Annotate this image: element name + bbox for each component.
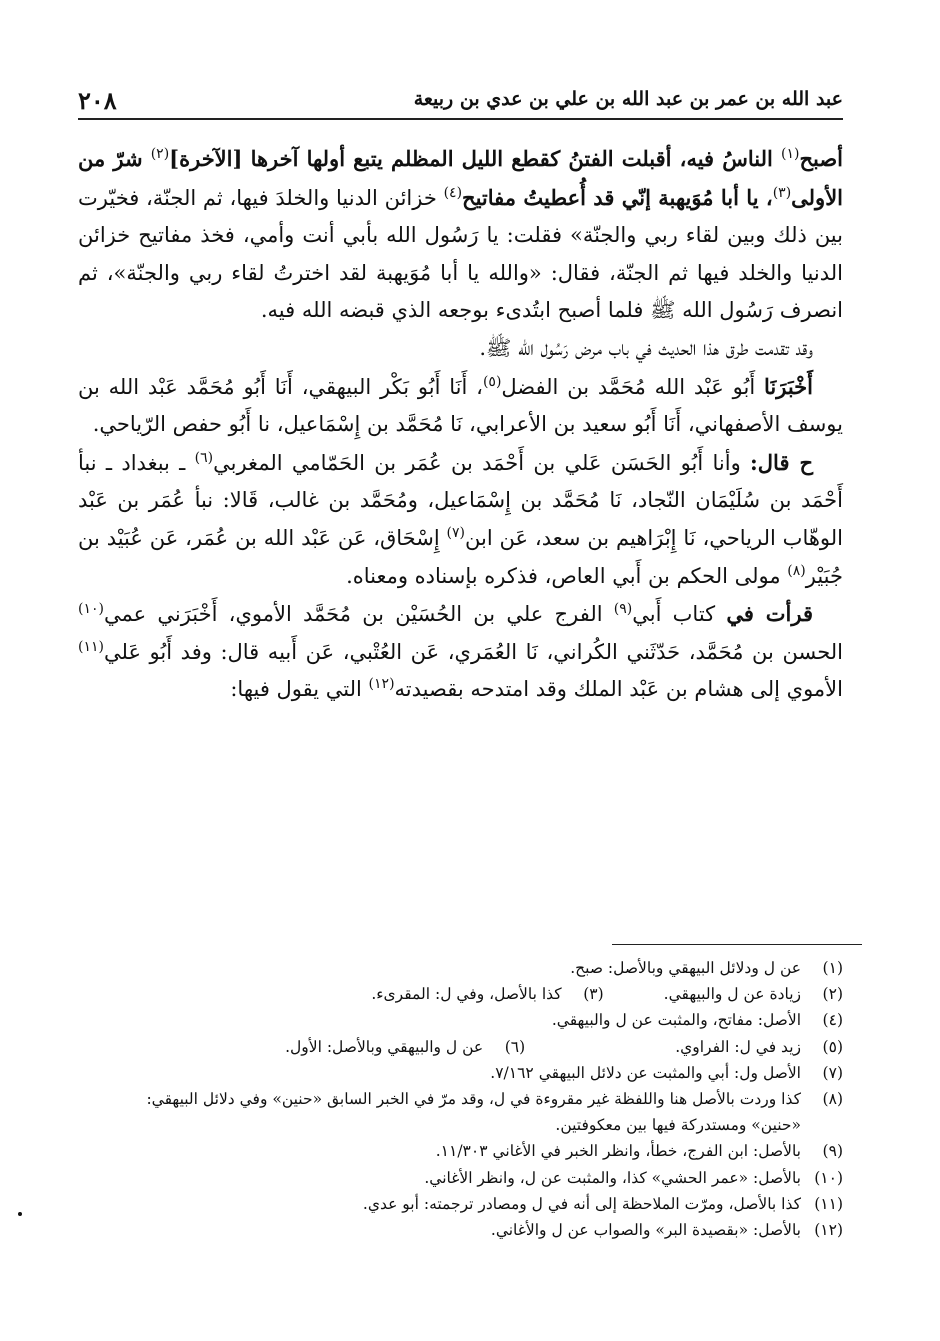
lead-word: أَخْبَرَنَا bbox=[764, 373, 813, 399]
text-run: ، يا أبا مُوَيهبة إنّي قد أُعطيتُ مفاتيح bbox=[462, 184, 773, 210]
footnote-number: (١٢) bbox=[814, 1221, 843, 1240]
text-run: الناسُ فيه، أقبلت الفتنُ كقطع الليل المظلم يتبع أولها آخرها [الآخرة] bbox=[169, 146, 781, 171]
footnotes bbox=[78, 955, 843, 1243]
footnote-text: كذا بالأصل، وفي ل: المقرىء. bbox=[371, 985, 562, 1004]
text-run: الفرج علي بن الحُسَيْن بن مُحَمَّد الأموي، أَخْبَرَني عمي bbox=[103, 602, 614, 627]
text-run: وأنا أَبُو الحَسَن عَلي بن أَحْمَد بن عُمَر بن الحَمّامي المغربي bbox=[213, 450, 751, 475]
footnote-text: عن ل ودلائل البيهقي وبالأصل: صبح. bbox=[570, 959, 801, 977]
footnote-ref: (١١) bbox=[78, 638, 104, 655]
footnote-ref: (٧) bbox=[446, 524, 466, 541]
lead-word: ح قال: bbox=[750, 449, 813, 475]
footnote-text: عن ل والبيهقي وبالأصل: الأول. bbox=[285, 1037, 484, 1056]
text-run: مولى الحكم بن أَبي العاص، فذكره بإسناده ومعناه. bbox=[346, 563, 788, 588]
footnote-6 bbox=[285, 1034, 525, 1060]
text-run: ، أَنَا أَبُو بَكْر البيهقي، أَنَا أَبُو مُحَمَّد عَبْد الله بن يوسف الأصفهاني، أَنَا أَبُو سعيد بن الأعرابي، نَا مُحَمَّد بن إِسْمَاعيل، نا أَبُو حفص الرّياحي. bbox=[78, 374, 843, 437]
footnote-number: (١٠) bbox=[814, 1168, 843, 1187]
footnote-2 bbox=[664, 981, 843, 1007]
footnote-3 bbox=[371, 981, 603, 1007]
lead-word: أصبح bbox=[799, 146, 843, 171]
paragraph-1 bbox=[78, 140, 843, 330]
footnote-number: (٢) bbox=[822, 985, 843, 1004]
footnote-number: (٧) bbox=[822, 1063, 843, 1082]
footnote-row-2-3 bbox=[78, 981, 843, 1007]
text-run: كتاب أَبي bbox=[632, 602, 727, 627]
footnote-ref: (٢) bbox=[150, 146, 170, 162]
page-number: ٢٠٨ bbox=[78, 86, 117, 115]
footnote-ref: (٤) bbox=[443, 184, 463, 201]
text-run: ـ ببغداد ـ نبأ أَحْمَد بن سُلَيْمَان النّجاد، نَا مُحَمَّد بن إِسْمَاعيل، ومُحَمَّد بن غالب، قَالا: نبأ عُمَر بن عَبْد الوهّاب الرياحي، نَا إِبْرَاهيم بن سعد، عَن ابن bbox=[78, 450, 843, 550]
footnote-ref: (١٠) bbox=[78, 601, 104, 618]
footnote-4 bbox=[78, 1007, 843, 1033]
text-run: التي يقول فيها: bbox=[230, 677, 369, 702]
footnote-number: (٤) bbox=[822, 1011, 843, 1030]
footnote-number: (٥) bbox=[822, 1037, 843, 1056]
footnote-separator bbox=[612, 944, 862, 945]
main-text bbox=[78, 140, 843, 709]
footnote-7 bbox=[78, 1060, 843, 1086]
footnote-ref: (٥) bbox=[482, 373, 502, 390]
footnote-text: كذا بالأصل، ومرّت الملاحظة إلى أنه في ل ومصادر ترجمته: أبو عدي. bbox=[362, 1194, 801, 1213]
footnote-number: (٩) bbox=[822, 1142, 843, 1161]
footnote-ref: (٦) bbox=[194, 449, 214, 466]
footnote-text: بالأصل: «عمر الحشي» كذا، والمثبت عن ل، وانظر الأغاني. bbox=[424, 1168, 801, 1187]
footnote-ref: (١) bbox=[780, 146, 800, 162]
footnote-5 bbox=[675, 1034, 843, 1060]
paragraph-5 bbox=[78, 595, 843, 709]
footnote-text: بالأصل: «بقصيدة البر» والصواب عن ل والأغاني. bbox=[490, 1221, 801, 1240]
footnote-text: بالأصل: ابن الفرج، خطأ، وانظر الخبر في الأغاني ١١/٣٠٣. bbox=[435, 1142, 801, 1161]
footnote-1 bbox=[78, 955, 843, 981]
text-run: الأموي إلى هشام بن عَبْد الملك وقد امتدحه بقصيدته bbox=[394, 677, 843, 702]
paragraph-2: وقد تقدمت طرق هذا الحديث في باب مرض رَسُول الله ﷺ. bbox=[479, 335, 813, 360]
footnote-number: (١) bbox=[822, 959, 843, 977]
footnote-number: (٣) bbox=[583, 985, 604, 1004]
footnote-ref: (٩) bbox=[613, 601, 633, 618]
running-head: عبد الله بن عمر بن عبد الله بن علي بن عدي بن ربيعة bbox=[413, 88, 843, 110]
footnote-ref: (٣) bbox=[772, 184, 792, 201]
footnote-8 bbox=[78, 1086, 843, 1112]
footnote-text: الأصل ول: أبي والمثبت عن دلائل البيهقي ٧/١٦٢. bbox=[490, 1063, 801, 1082]
footnote-8-continuation: «حنين» ومستدركة فيها بين معكوفتين. bbox=[555, 1116, 801, 1135]
footnote-ref: (١٢) bbox=[368, 676, 395, 693]
footnote-text: زيادة عن ل والبيهقي. bbox=[663, 985, 801, 1004]
text-run: خزائن الدنيا والخلدَ فيها، ثم الجنّة، فخيّرت بين ذلك وبين لقاء ربي والجنّة» فقلت: يا رَسُول الله بأبي أنت وأمي، فخذ مفاتيح خزائن الدنيا والخلد فيها ثم الجنّة، فقال: «والله يا أبا مُوَيهبة لقد اخترتُ لقاء ربي والجنّة»، ثم انصرف رَسُول الله ﷺ فلما أصبح ابتُدىء بوجعه الذي قبضه الله فيه. bbox=[78, 185, 843, 323]
footnote-ref: (٨) bbox=[787, 562, 806, 579]
footnote-12 bbox=[78, 1217, 843, 1243]
footnote-10 bbox=[78, 1165, 843, 1191]
footnote-text: كذا وردت بالأصل هنا واللفظة غير مقروءة في ل، وقد مرّ في الخبر السابق «حنين» وفي دلائل البيهقي: bbox=[146, 1090, 801, 1109]
text-run: شرّ من الأولى bbox=[78, 146, 844, 210]
footnote-number: (١١) bbox=[814, 1194, 843, 1213]
scan-speck bbox=[18, 1212, 22, 1216]
footnote-text: الأصل: مفاتح، والمثبت عن ل والبيهقي. bbox=[551, 1011, 801, 1030]
text-run: إِسْحَاق، عَن عَبْد الله بن عُمَر، عَن عُبَيْد بن جُبَيْر bbox=[78, 525, 843, 588]
paragraph-3 bbox=[78, 368, 843, 444]
footnote-11 bbox=[78, 1191, 843, 1217]
footnote-number: (٨) bbox=[822, 1090, 843, 1109]
paragraph-4 bbox=[78, 444, 843, 595]
lead-word: قرأت في bbox=[726, 601, 813, 627]
footnote-text: زيد في ل: الفراوي. bbox=[675, 1037, 801, 1056]
page-header bbox=[78, 82, 843, 120]
footnote-row-5-6 bbox=[78, 1034, 843, 1060]
footnote-number: (٦) bbox=[504, 1037, 526, 1056]
footnote-9 bbox=[78, 1138, 843, 1164]
text-run: أَبُو عَبْد الله مُحَمَّد بن الفضل bbox=[501, 374, 765, 399]
text-run: الحسن بن مُحَمَّد، حَدّثَني الكُراني، نَا العُمَري، عَن العُتْبي، عَن أَبيه قال: وفد أَبُو عَلي bbox=[103, 639, 843, 664]
